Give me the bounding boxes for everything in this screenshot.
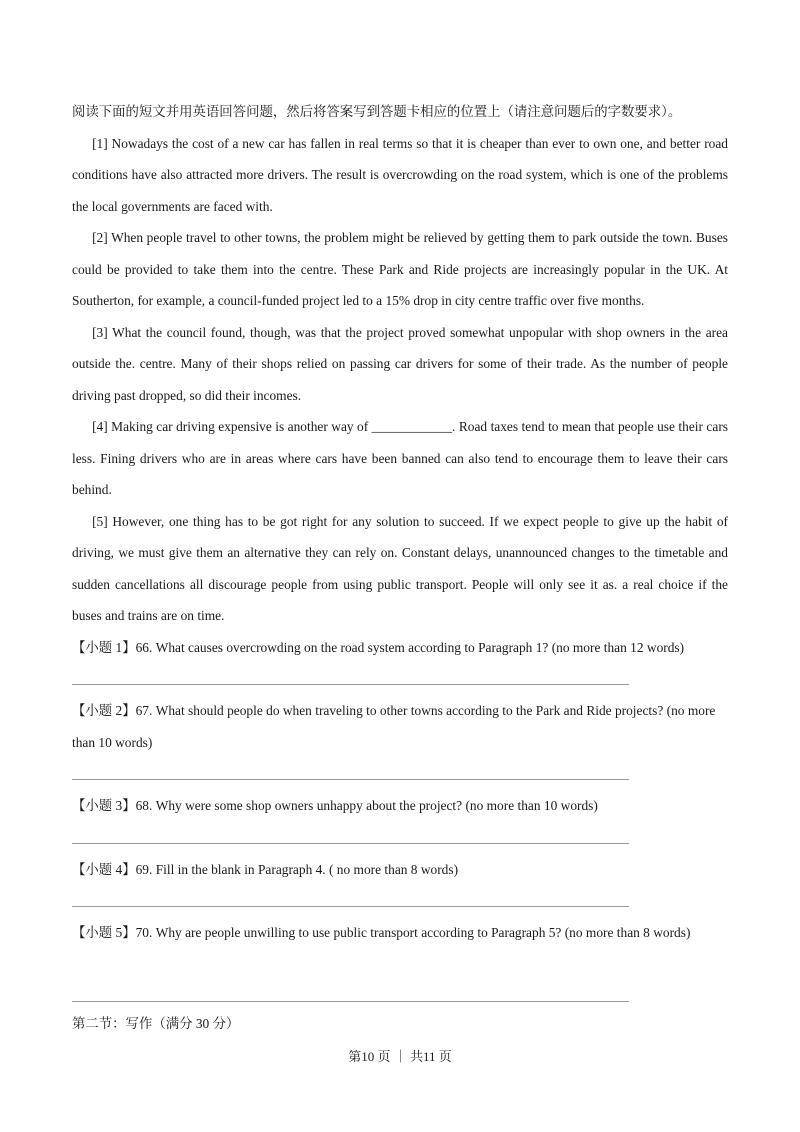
- page-footer: 第10 页 ｜ 共11 页: [348, 1049, 452, 1064]
- paragraph-4: [4] Making car driving expensive is another way of ____________. Road taxes tend to mean that people use their cars less. Fining drivers who are in areas where cars have been banned can also tend to encourage them to leave their cars behind.: [72, 419, 728, 497]
- paragraph-3: [3] What the council found, though, was that the project proved somewhat unpopular with shop owners in the area outside the. centre. Many of their shops relied on passing car drivers for some of their trade. As the number of people driving past dropped, so did their incomes.: [72, 324, 728, 403]
- answer-line-5[interactable]: [72, 1001, 629, 1002]
- paragraph-2: [2] When people travel to other towns, the problem might be relieved by getting them to park outside the town. Buses could be provided to take them into the centre. These Park and Ride projects are increasingly popular in the UK. At Southerton, for example, a council-funded project led to a 15% drop in city centre traffic over five months.: [72, 230, 728, 308]
- instruction-text: 阅读下面的短文并用英语回答问题，然后将答案写到答题卡相应的位置上（请注意问题后的字数要求）。: [72, 104, 682, 119]
- question-3: 【小题 3】68. Why were some shop owners unhappy about the project? (no more than 10 words): [72, 798, 598, 813]
- section-title: 第二节：写作（满分 30 分）: [72, 1015, 240, 1031]
- question-1: 【小题 1】66. What causes overcrowding on the road system according to Paragraph 1? (no more than 12 words): [72, 639, 685, 655]
- answer-line-2[interactable]: [72, 779, 629, 780]
- answer-line-3[interactable]: [72, 843, 629, 844]
- answer-line-1[interactable]: [72, 684, 629, 685]
- question-2: 【小题 2】67. What should people do when traveling to other towns according to the Park and Ride projects? (no more than 10 words): [72, 703, 716, 750]
- question-4: 【小题 4】69. Fill in the blank in Paragraph 4. ( no more than 8 words): [72, 861, 459, 877]
- document-page: [72, 96, 728, 1036]
- paragraph-1: [1] Nowadays the cost of a new car has fallen in real terms so that it is cheaper than ever to own one, and better road conditions have also attracted more drivers. The result is overcrowding on the road system, which is one of the problems the local governments are faced with.: [72, 135, 728, 214]
- question-5: 【小题 5】70. Why are people unwilling to use public transport according to Paragraph 5? (no more than 8 words): [72, 925, 691, 940]
- answer-line-4[interactable]: [72, 906, 629, 907]
- paragraph-5: [5] However, one thing has to be got right for any solution to succeed. If we expect people to give up the habit of driving, we must give them an alternative they can rely on. Constant delays, unannounced changes to the timetable and sudden cancellations all discourage people from using public transport. People will only see it as. a real choice if the buses and trains are on time.: [72, 513, 728, 623]
